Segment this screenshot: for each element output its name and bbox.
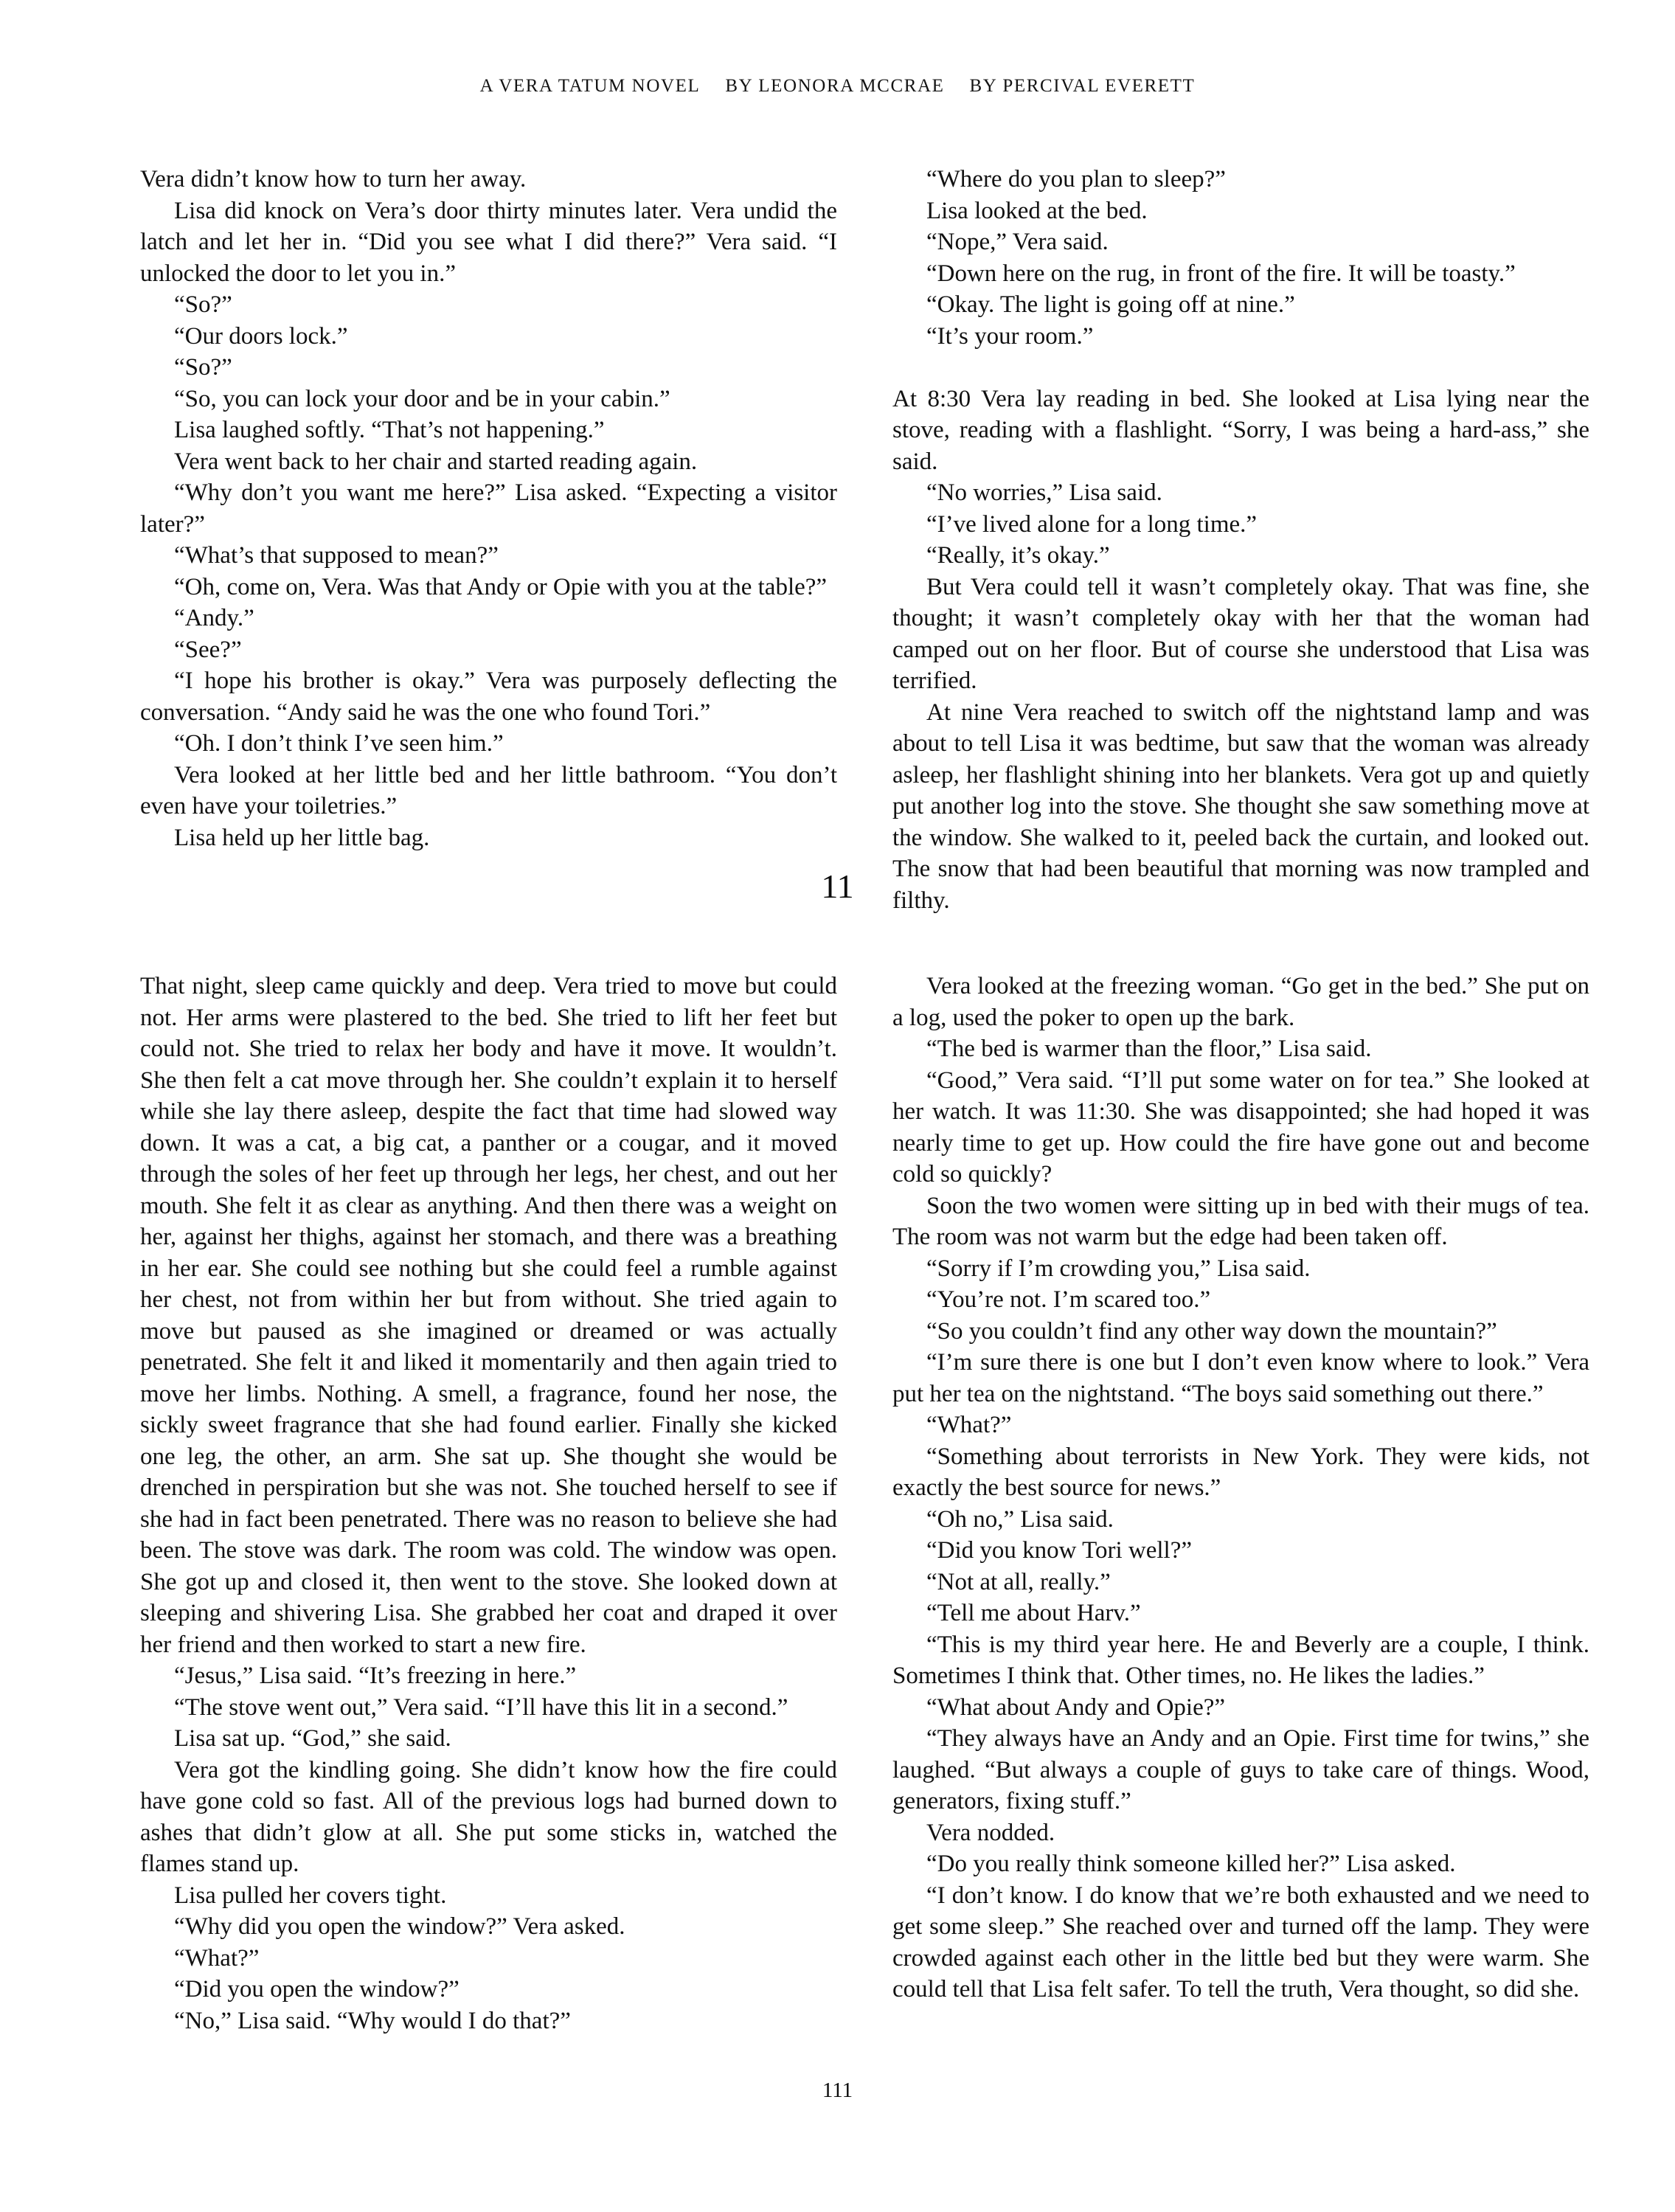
chapter-number: 11	[821, 867, 854, 905]
paragraph: “Why don’t you want me here?” Lisa asked. “Expecting a visitor later?”	[140, 479, 837, 538]
section-chapter-eleven	[140, 971, 1589, 2036]
paragraph: “What’s that supposed to mean?”	[174, 542, 499, 569]
paragraph: Soon the two women were sitting up in bed with their mugs of tea. The room was not warm but the edge had been taken off.	[892, 1192, 1589, 1250]
paragraph: “The bed is warmer than the floor,” Lisa said.	[926, 1036, 1372, 1062]
paragraph: “Oh no,” Lisa said.	[926, 1505, 1114, 1533]
left-column	[140, 971, 837, 2036]
running-header-novel-title: A VERA TATUM NOVEL	[479, 76, 701, 96]
paragraph: Vera nodded.	[926, 1819, 1055, 1846]
running-header	[0, 76, 1675, 97]
section-chapter-ten-continued	[140, 164, 1589, 916]
paragraph: Vera got the kindling going. She didn’t know how the fire could have gone cold so fast. All of the previous logs had burned down to ashes that didn’t glow at all. She put some sticks in, watched the flames stand up.	[140, 1756, 837, 1877]
paragraph: “You’re not. I’m scared too.”	[926, 1286, 1211, 1313]
paragraph: “Down here on the rug, in front of the fire. It will be toasty.”	[926, 260, 1516, 287]
paragraph: “What about Andy and Opie?”	[926, 1693, 1226, 1721]
paragraph: At nine Vera reached to switch off the nightstand lamp and was about to tell Lisa it was bedtime, but saw that the woman was already asleep, her flashlight shining into her blankets. Vera got up and quietly put another log into the stove. She thought she saw something move at the window. She walked to it, peeled back the curtain, and looked out. The snow that had been beautiful that morning was now trampled and filthy.	[892, 698, 1589, 914]
paragraph: “Oh, come on, Vera. Was that Andy or Opie with you at the table?”	[174, 573, 828, 600]
paragraph: Lisa held up her little bag.	[174, 824, 430, 851]
paragraph: “What?”	[174, 1944, 260, 1972]
paragraph: “See?”	[174, 636, 242, 663]
right-column	[892, 164, 1589, 916]
paragraph: “I hope his brother is okay.” Vera was purposely deflecting the conversation. “Andy said he was the one who found Tori.”	[140, 668, 837, 726]
paragraph: But Vera could tell it wasn’t completely okay. That was fine, she thought; it wasn’t completely okay with her that the woman had camped out on her floor. But of course she understood that Lisa was terrified.	[892, 573, 1589, 694]
paragraph: “The stove went out,” Vera said. “I’ll have this lit in a second.”	[174, 1693, 788, 1721]
paragraph: Lisa looked at the bed.	[926, 197, 1148, 224]
paragraph: Lisa pulled her covers tight.	[174, 1882, 447, 1909]
paragraph: “Sorry if I’m crowding you,” Lisa said.	[926, 1255, 1311, 1282]
paragraph: “So?”	[174, 291, 232, 318]
paragraph: “Really, it’s okay.”	[926, 542, 1110, 569]
paragraph: “I’m sure there is one but I don’t even know where to look.” Vera put her tea on the nightstand. “The boys said something out there.”	[892, 1349, 1589, 1407]
paragraph: “Okay. The light is going off at nine.”	[926, 291, 1295, 318]
paragraph: “No worries,” Lisa said.	[926, 479, 1162, 506]
paragraph: “Oh. I don’t think I’ve seen him.”	[174, 730, 504, 757]
paragraph: “No,” Lisa said. “Why would I do that?”	[174, 2007, 571, 2034]
paragraph: “Not at all, really.”	[926, 1568, 1111, 1595]
paragraph: Lisa sat up. “God,” she said.	[174, 1725, 451, 1752]
page-number: 111	[822, 2078, 853, 2102]
paragraph: “So?”	[174, 354, 232, 381]
paragraph: “I’ve lived alone for a long time.”	[926, 510, 1258, 538]
running-header-author-fictional: BY LEONORA MCCRAE	[725, 76, 945, 96]
paragraph: “It’s your room.”	[926, 322, 1094, 350]
paragraph: Lisa did knock on Vera’s door thirty minutes later. Vera undid the latch and let her in. “Did you see what I did there?” Vera said. “I unlocked the door to let you in.”	[140, 197, 837, 287]
paragraph: “Something about terrorists in New York. They were kids, not exactly the best source for news.”	[892, 1443, 1589, 1501]
left-column	[140, 164, 837, 916]
paragraph: “Tell me about Harv.”	[926, 1600, 1141, 1626]
paragraph: “Why did you open the window?” Vera asked.	[174, 1913, 625, 1940]
paragraph: Vera looked at her little bed and her little bathroom. “You don’t even have your toiletries.”	[140, 761, 837, 819]
paragraph: “Did you know Tori well?”	[926, 1537, 1193, 1564]
paragraph: “This is my third year here. He and Beverly are a couple, I think. Sometimes I think that. Other times, no. He likes the ladies.”	[892, 1631, 1589, 1689]
paragraph: “What?”	[926, 1412, 1012, 1438]
right-column	[892, 971, 1589, 2036]
paragraph: “Jesus,” Lisa said. “It’s freezing in here.”	[174, 1663, 577, 1689]
paragraph: “Nope,” Vera said.	[926, 229, 1109, 255]
paragraph: “I don’t know. I do know that we’re both exhausted and we need to get some sleep.” She reached over and turned off the lamp. They were crowded against each other in the little bed but they were warm. She could tell that Lisa felt safer. To tell the truth, Vera thought, so did she.	[892, 1882, 1589, 2003]
running-header-author-real: BY PERCIVAL EVERETT	[969, 76, 1196, 96]
paragraph: “Do you really think someone killed her?” Lisa asked.	[926, 1851, 1456, 1877]
paragraph: That night, sleep came quickly and deep. Vera tried to move but could not. Her arms were plastered to the bed. She tried to lift her feet but could not. She tried to relax her body and have it move. It wouldn’t. She then felt a cat move through her. She couldn’t explain it to herself while she lay there asleep, despite the fact that time had slowed way down. It was a cat, a big cat, a panther or a cougar, and it moved through the soles of her feet up through her legs, her chest, and out her mouth. She felt it as clear as anything. And then there was a weight on her, against her thighs, against her stomach, and there was a breathing in her ear. She could see nothing but she could feel a rumble against her chest, not from within her but from without. She tried again to move but paused as she imagined or dreamed or was actually penetrated. She felt it and liked it momentarily and then again tried to move her limbs. Nothing. A smell, a fragrance, found her nose, the sickly sweet fragrance that she had found earlier. Finally she kicked one leg, the other, an arm. She sat up. She thought she would be drenched in perspiration but she was not. She touched herself to see if she had in fact been penetrated. There was no reason to believe she had been. The stove was dark. The room was cold. The window was open. She got up and closed it, then went to the stove. She looked down at sleeping and shivering Lisa. She grabbed her coat and draped it over her friend and then worked to start a new fire.	[140, 973, 837, 1658]
paragraph: “They always have an Andy and an Opie. First time for twins,” she laughed. “But always a couple of guys to take care of things. Wood, generators, fixing stuff.”	[892, 1725, 1589, 1814]
paragraph: “Did you open the window?”	[174, 1976, 460, 2003]
paragraph: Lisa laughed softly. “That’s not happening.”	[174, 417, 605, 443]
paragraph: “Andy.”	[174, 605, 254, 631]
paragraph: “Where do you plan to sleep?”	[926, 166, 1226, 193]
paragraph: “Our doors lock.”	[174, 322, 348, 350]
paragraph: At 8:30 Vera lay reading in bed. She looked at Lisa lying near the stove, reading with a flashlight. “Sorry, I was being a hard-ass,” she said.	[892, 385, 1589, 475]
paragraph: “So you couldn’t find any other way down the mountain?”	[926, 1317, 1497, 1345]
paragraph: Vera didn’t know how to turn her away.	[140, 166, 527, 193]
paragraph: Vera went back to her chair and started reading again.	[174, 448, 698, 475]
paragraph: “So, you can lock your door and be in your cabin.”	[174, 385, 670, 412]
paragraph: “Good,” Vera said. “I’ll put some water on for tea.” She looked at her watch. It was 11:30. She was disappointed; she had hoped it was nearly time to get up. How could the fire have gone out and become cold so quickly?	[892, 1067, 1589, 1188]
paragraph: Vera looked at the freezing woman. “Go get in the bed.” She put on a log, used the poker to open up the bark.	[892, 973, 1589, 1031]
